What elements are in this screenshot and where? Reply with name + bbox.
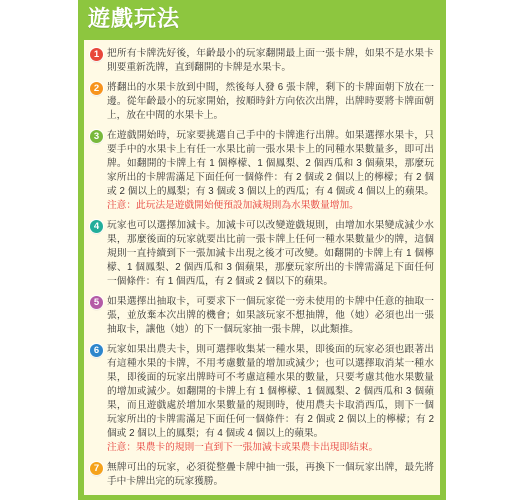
rule-text-line: 在遊戲開始時，玩家要挑選自己手中的卡牌進行出牌。如果選擇水果卡，只 — [107, 130, 434, 141]
step-number-badge: 3 — [90, 130, 103, 143]
rule-text-line: 果，那麼後面的玩家就要出比前一張卡牌上任何一種水果數量少的牌，這個 — [107, 234, 434, 245]
rule-text-line: 規則一直持續到下一張加減卡出現之後才可改變。如翻開的卡牌上有 1 個檸 — [107, 248, 434, 259]
rule-text-line: 牌。如翻開的卡牌上有 1 個檸檬、1 個鳳梨、2 個西瓜和 3 個蘋果，那麼玩 — [107, 158, 434, 169]
rule-text-line: 果，而且遊戲處於增加水果數量的規則時，使用農夫卡取消西瓜，則下一個 — [107, 400, 434, 411]
rule-text-line: 把所有卡牌洗好後，年齡最小的玩家翻開最上面一張卡牌，如果不是水果卡 — [107, 48, 434, 59]
step-number-badge: 7 — [90, 462, 103, 475]
rule-text-line: 邊。從年齡最小的玩家開始，按順時針方向依次出牌，出牌時要將卡牌面朝 — [107, 96, 434, 107]
rule-text-line: 上，放在中間的水果卡上。 — [107, 110, 224, 121]
rule-text-line: 玩家所出的卡牌需滿足下面任何一個條件：有 2 個或 2 個以上的檸檬；有 2 — [107, 414, 434, 425]
rule-text — [107, 219, 434, 289]
rule-text-line: 要手中的水果卡上有任一水果比前一張水果卡上的同種水果數量多，即可出 — [107, 144, 434, 155]
rules-content-panel — [84, 40, 440, 495]
rule-text-line: 玩家也可以選擇加減卡。加減卡可以改變遊戲規則，由增加水果變成減少水 — [107, 220, 434, 231]
rules-card — [78, 0, 446, 500]
rule-step-3 — [90, 129, 434, 213]
rule-step-7 — [90, 461, 434, 489]
rule-text — [107, 47, 434, 75]
rule-note: 注意：果農卡的規則一直到下一張加減卡或果農卡出現即結束。 — [107, 442, 379, 453]
rule-text-line: 的增加或減少。如翻開的卡牌上有 1 個檸檬、1 個鳳梨、2 個西瓜和 3 個蘋 — [107, 386, 434, 397]
rule-text-line: 果，即後面的玩家出牌時可不考慮這種水果的數量，只要考慮其他水果數量 — [107, 372, 434, 383]
rule-text-line: 有這種水果的卡牌，不用考慮數量的增加或減少；也可以選擇取消某一種水 — [107, 358, 434, 369]
rule-text-line: 檬、1 個鳳梨、2 個西瓜和 3 個蘋果，那麼玩家所出的卡牌需滿足下面任何 — [107, 262, 434, 273]
rule-step-4 — [90, 219, 434, 289]
step-number-badge: 6 — [90, 344, 103, 357]
step-number-badge: 4 — [90, 220, 103, 233]
rule-step-1 — [90, 47, 434, 75]
rule-step-6 — [90, 343, 434, 455]
rule-text-line: 或 2 個以上的鳳梨；有 3 個或 3 個以上的西瓜；有 4 個或 4 個以上的蘋果。 — [107, 186, 434, 197]
rules-list — [90, 47, 434, 495]
rule-text — [107, 81, 434, 123]
rule-text-line: 手中卡牌出完的玩家獲勝。 — [107, 476, 224, 487]
rule-text-line: 玩家如果出農夫卡，則可選擇收集某一種水果，即後面的玩家必須也跟著出 — [107, 344, 434, 355]
step-number-badge: 1 — [90, 48, 103, 61]
rule-text-line: 一個條件：有 1 個西瓜，有 2 個或 2 個以下的蘋果。 — [107, 276, 334, 287]
rule-text-line: 則要重新洗牌，直到翻開的卡牌是水果卡。 — [107, 62, 292, 73]
step-number-badge: 2 — [90, 82, 103, 95]
rule-text-line: 將翻出的水果卡放到中間，然後每人發 6 張卡牌，剩下的卡牌面朝下放在一 — [107, 82, 434, 93]
rule-text-line: 如果選擇出抽取卡，可要求下一個玩家從一旁未使用的卡牌中任意的抽取一 — [107, 296, 434, 307]
rule-text-line: 張，並放棄本次出牌的機會；如果該玩家不想抽牌，他（她）必須也出一張 — [107, 310, 434, 321]
rule-text-line: 個或 2 個以上的鳳梨；有 4 個或 4 個以上的蘋果。 — [107, 428, 324, 439]
rule-text — [107, 461, 434, 489]
rule-step-5 — [90, 295, 434, 337]
rule-text — [107, 295, 434, 337]
rule-text-line: 無牌可出的玩家，必須從整疊卡牌中抽一張，再換下一個玩家出牌，最先將 — [107, 462, 434, 473]
rule-text — [107, 129, 434, 213]
rule-text — [107, 343, 434, 455]
rule-step-2 — [90, 81, 434, 123]
page-title: 遊戲玩法 — [88, 7, 181, 32]
rule-text-line: 抽取卡，讓他（她）的下一個玩家抽一張卡牌，以此類推。 — [107, 324, 359, 335]
rule-note: 注意：此玩法是遊戲開始便預設加減規則為水果數量增加。 — [107, 200, 359, 211]
rule-text-line: 家所出的卡牌需滿足下面任何一個條件：有 2 個或 2 個以上的檸檬；有 2 個 — [107, 172, 434, 183]
step-number-badge: 5 — [90, 296, 103, 309]
